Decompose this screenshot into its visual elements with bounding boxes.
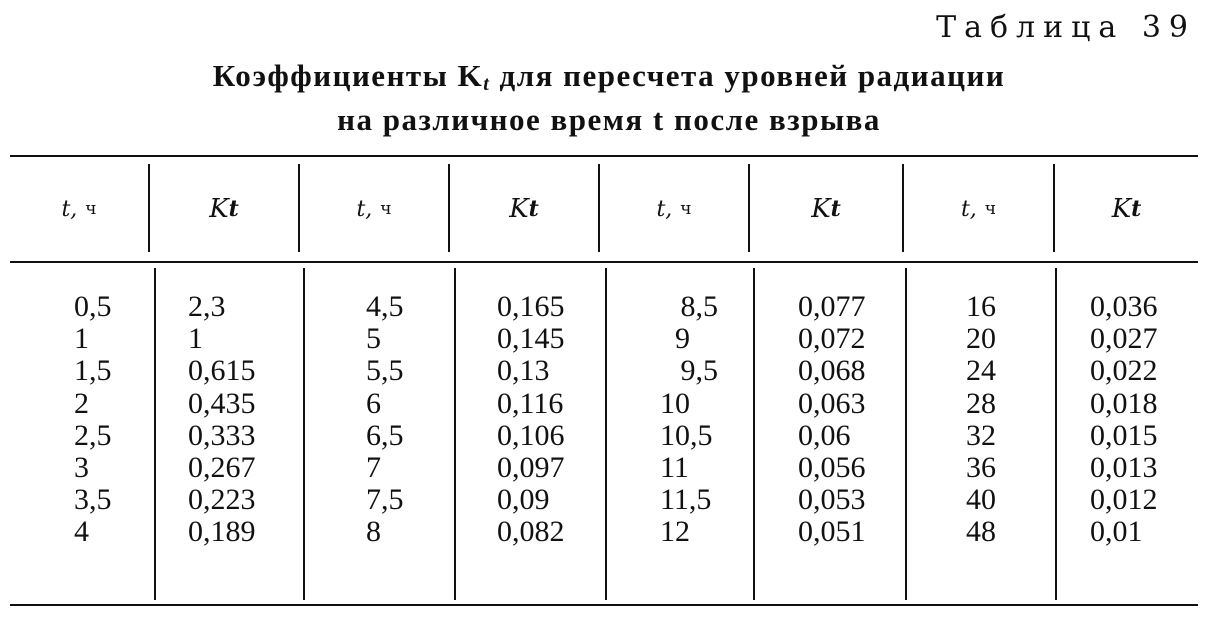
t-value: 7,5 <box>366 483 404 517</box>
t-value: 7 <box>366 451 381 485</box>
k-value: 0,13 <box>497 354 550 388</box>
t-value: 9 <box>675 322 690 356</box>
k-value: 0,027 <box>1090 322 1158 356</box>
k-value: 0,189 <box>188 515 256 549</box>
k-value: 0,097 <box>497 451 565 485</box>
header-t-2 <box>300 164 448 254</box>
t-unit: ч <box>380 199 392 219</box>
k-value: 0,082 <box>497 515 565 549</box>
t-value: 1 <box>74 322 89 356</box>
t-symbol: t, <box>356 196 373 222</box>
t-value: 12 <box>660 515 690 549</box>
t-column-2 <box>366 291 404 549</box>
k-subscript: t <box>228 196 239 222</box>
k-subscript: t <box>1131 196 1142 222</box>
header-t-1 <box>10 164 148 254</box>
t-symbol: t, <box>61 196 78 222</box>
title-line-1 <box>0 58 1218 102</box>
table-title <box>0 58 1218 138</box>
k-value: 0,223 <box>188 483 256 517</box>
t-value: 5,5 <box>366 354 404 388</box>
t-value: 5 <box>366 322 381 356</box>
k-value: 0,036 <box>1090 290 1158 323</box>
t-value: 4,5 <box>366 290 404 323</box>
header-k-2 <box>450 164 598 254</box>
k-value: 1 <box>188 322 203 356</box>
k-value: 0,013 <box>1090 451 1158 485</box>
header-rule <box>10 261 1198 263</box>
t-symbol: t, <box>656 196 673 222</box>
t-value: 28 <box>966 386 996 420</box>
header-k-3 <box>750 164 902 254</box>
t-value: 2,5 <box>74 418 112 452</box>
table-number: Таблица 39 <box>936 10 1196 45</box>
t-value: 40 <box>966 483 996 517</box>
k-value: 0,012 <box>1090 483 1158 517</box>
t-value: 16 <box>966 290 996 323</box>
t-value: 6 <box>366 386 381 420</box>
k-value: 0,072 <box>798 322 866 356</box>
t-value: 11,5 <box>660 483 712 517</box>
t-value: 4 <box>74 515 89 549</box>
column-divider <box>154 268 156 600</box>
t-value: 8,5 <box>680 290 718 323</box>
top-rule <box>10 155 1198 157</box>
k-value: 0,116 <box>497 386 564 420</box>
t-value: 3 <box>74 451 89 485</box>
k-value: 0,063 <box>798 386 866 420</box>
t-value: 10 <box>660 386 690 420</box>
k-column-3 <box>798 291 866 549</box>
column-divider <box>303 268 305 600</box>
title-suffix: для пересчета уровней радиации <box>490 58 1006 93</box>
bottom-rule <box>10 604 1198 606</box>
t-value: 9,5 <box>680 354 718 388</box>
t-column-3 <box>640 291 718 549</box>
k-column-1 <box>188 291 256 549</box>
t-value: 3,5 <box>74 483 112 517</box>
k-value: 0,018 <box>1090 386 1158 420</box>
t-unit: ч <box>984 199 997 219</box>
k-value: 0,051 <box>798 515 866 549</box>
k-value: 0,01 <box>1090 515 1143 549</box>
k-value: 0,053 <box>798 483 866 517</box>
k-value: 0,267 <box>188 451 256 485</box>
column-divider <box>905 268 907 600</box>
k-value: 0,056 <box>798 451 866 485</box>
t-value: 20 <box>966 322 996 356</box>
k-value: 0,068 <box>798 354 866 388</box>
t-value: 36 <box>966 451 996 485</box>
k-value: 0,165 <box>497 290 565 323</box>
column-divider <box>605 268 607 600</box>
t-value: 24 <box>966 354 996 388</box>
t-value: 8 <box>366 515 381 549</box>
k-symbol: K <box>209 194 229 224</box>
t-column-1 <box>74 291 112 549</box>
k-value: 0,615 <box>188 354 256 388</box>
k-symbol: K <box>811 194 831 224</box>
title-line-2: на различное время t после взрыва <box>337 102 881 137</box>
column-divider <box>454 268 456 600</box>
k-value: 0,435 <box>188 386 256 420</box>
k-value: 0,106 <box>497 418 565 452</box>
k-symbol: K <box>1111 194 1132 224</box>
k-value: 0,015 <box>1090 418 1158 452</box>
t-symbol: t, <box>960 196 977 222</box>
t-column-4 <box>966 291 996 549</box>
t-value: 11 <box>660 451 689 485</box>
t-unit: ч <box>85 199 97 219</box>
column-divider <box>1055 268 1057 600</box>
column-divider <box>753 268 755 600</box>
title-prefix: Коэффициенты K <box>212 58 484 93</box>
t-value: 2 <box>74 386 89 420</box>
k-value: 0,06 <box>798 418 851 452</box>
k-value: 0,333 <box>188 418 256 452</box>
k-symbol: K <box>509 194 529 224</box>
k-column-2 <box>497 291 565 549</box>
k-value: 0,09 <box>497 483 550 517</box>
k-subscript: t <box>830 196 841 222</box>
t-value: 10,5 <box>660 418 713 452</box>
t-value: 1,5 <box>74 354 112 388</box>
k-value: 0,077 <box>798 290 866 323</box>
k-subscript: t <box>528 196 539 222</box>
header-t-4 <box>904 164 1053 254</box>
header-k-4 <box>1055 164 1198 254</box>
header-t-3 <box>600 164 748 254</box>
k-value: 2,3 <box>188 290 226 323</box>
t-value: 32 <box>966 418 996 452</box>
t-value: 0,5 <box>74 290 112 323</box>
t-value: 48 <box>966 515 996 549</box>
k-value: 0,022 <box>1090 354 1158 388</box>
title-subscript: t <box>483 73 491 95</box>
t-unit: ч <box>680 199 692 219</box>
t-value: 6,5 <box>366 418 404 452</box>
k-value: 0,145 <box>497 322 565 356</box>
k-column-4 <box>1090 291 1158 549</box>
header-k-1 <box>150 164 298 254</box>
